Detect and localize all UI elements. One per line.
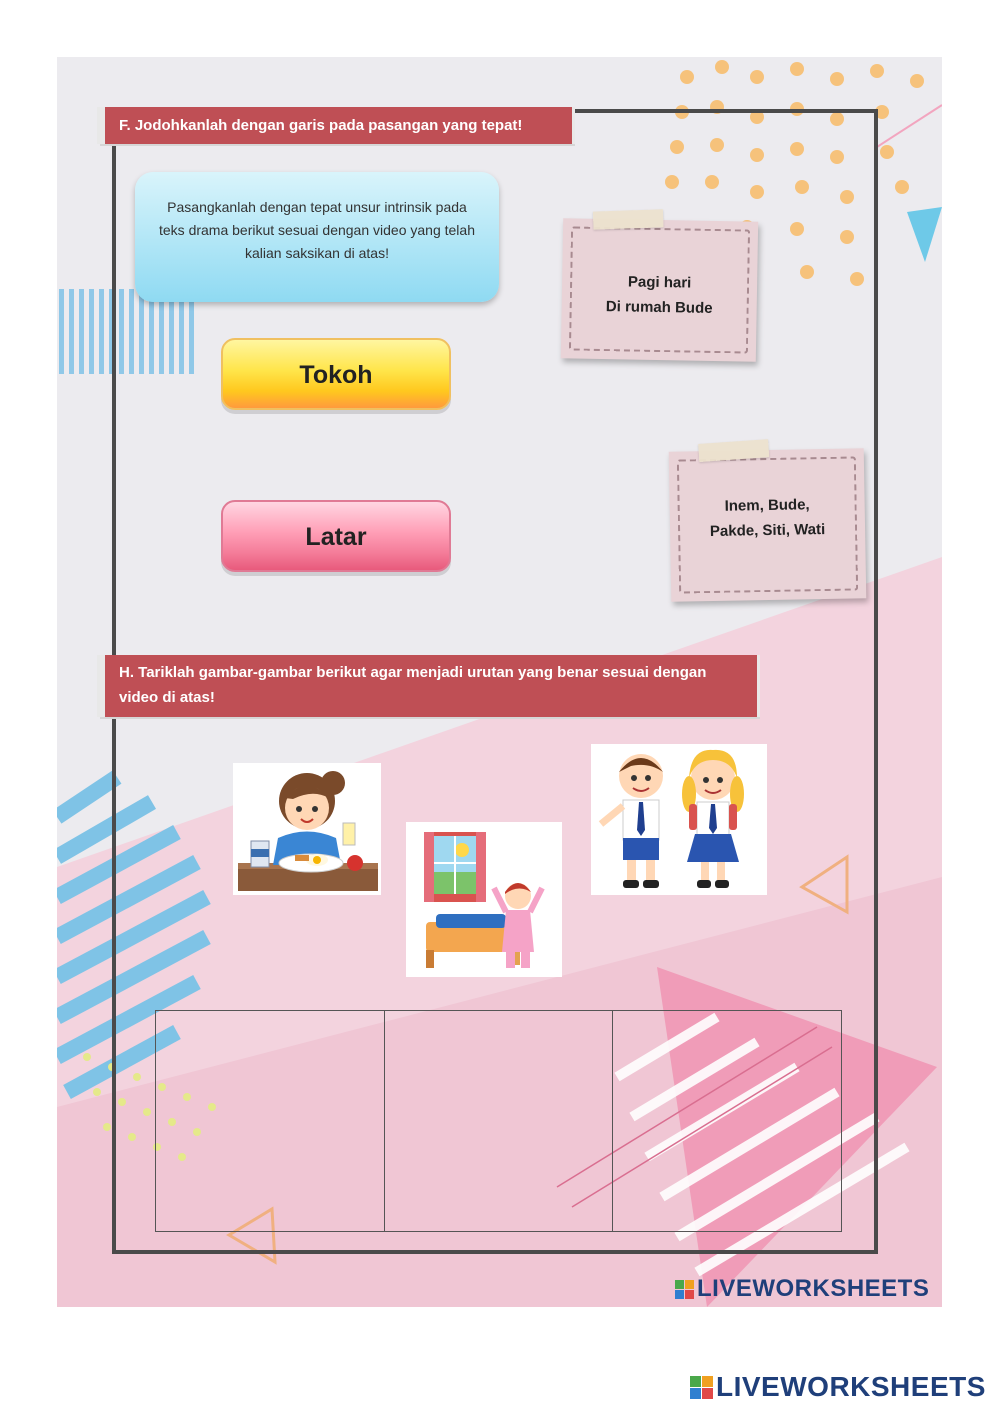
bedroom-illustration xyxy=(406,822,562,977)
liveworksheets-watermark xyxy=(675,1275,929,1303)
students-image[interactable] xyxy=(591,744,767,895)
students-illustration xyxy=(591,744,767,895)
liveworksheets-logo-icon xyxy=(690,1376,713,1399)
section-f-heading: F. Jodohkanlah dengan garis pada pasangan yang tepat! xyxy=(100,107,575,144)
note-line-1: Pagi hari xyxy=(627,273,692,292)
brand-text: LIVEWORKSHEETS xyxy=(697,1275,930,1302)
note-line-2: Pakde, Siti, Wati xyxy=(709,520,826,541)
instruction-bubble: Pasangkanlah dengan tepat unsur intrinsik pada teks drama berikut sesuai dengan video yang telah kalian saksikan di atas! xyxy=(135,172,499,302)
tape-strip xyxy=(593,209,664,229)
note-dashed-border xyxy=(569,226,750,353)
girl-eating-breakfast-image[interactable] xyxy=(233,763,381,895)
worksheet-page xyxy=(57,57,942,1307)
sequence-drop-grid xyxy=(155,1010,842,1232)
match-target-setting-note[interactable] xyxy=(561,218,758,361)
section-h-heading: H. Tariklah gambar-gambar berikut agar menjadi urutan yang benar sesuai dengan video di atas! xyxy=(100,655,760,717)
liveworksheets-footer-logo[interactable] xyxy=(690,1371,986,1403)
note-line-2: Di rumah Bude xyxy=(605,298,713,317)
match-item-tokoh[interactable]: Tokoh xyxy=(221,338,451,410)
drop-slot-3[interactable] xyxy=(613,1011,841,1231)
match-target-characters-note[interactable] xyxy=(669,448,867,601)
note-dashed-border xyxy=(677,456,858,593)
drop-slot-2[interactable] xyxy=(385,1011,614,1231)
girl-waking-up-image[interactable] xyxy=(406,822,562,977)
liveworksheets-logo-icon xyxy=(675,1280,694,1299)
drop-slot-1[interactable] xyxy=(156,1011,385,1231)
breakfast-illustration xyxy=(233,763,381,895)
brand-text: LIVEWORKSHEETS xyxy=(716,1371,986,1402)
match-item-latar[interactable]: Latar xyxy=(221,500,451,572)
note-line-1: Inem, Bude, xyxy=(724,496,810,515)
